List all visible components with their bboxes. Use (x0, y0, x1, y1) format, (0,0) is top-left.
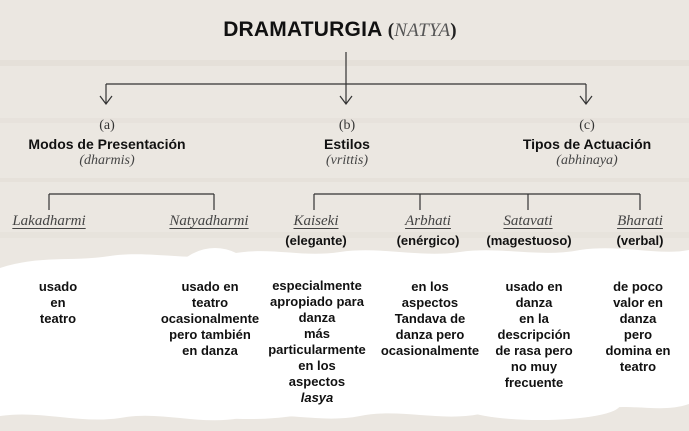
leaf-natyadharmi: Natyadharmi (169, 213, 249, 229)
desc-line: teatro (39, 311, 77, 326)
title-main: DRAMATURGIA (223, 18, 382, 41)
desc-bharati (605, 279, 670, 375)
desc-line: en danza (182, 343, 238, 358)
gloss-kaiseki: (elegante) (285, 233, 347, 248)
branch-c-label: Tipos de Actuación (522, 136, 652, 152)
desc-line: pero también (169, 327, 251, 342)
desc-line: más (303, 326, 331, 341)
branch-b-sanskrit: (vrittis) (326, 153, 368, 168)
desc-line: usado en (505, 279, 563, 294)
leaf-lakadharmi: Lakadharmi (12, 213, 86, 229)
leaf-satavati: Satavati (503, 213, 553, 229)
diagram-title (223, 18, 457, 42)
desc-line: valor en (613, 295, 663, 310)
title-open-paren: ( (387, 20, 395, 41)
desc-line: Tandava de (394, 311, 466, 326)
desc-line: teatro (619, 359, 657, 374)
desc-line: particularmente (268, 342, 366, 357)
desc-line: pero (623, 327, 653, 342)
desc-line: danza (515, 295, 553, 310)
branch-a-letter: (a) (99, 118, 115, 133)
desc-line: especialmente (272, 278, 362, 293)
desc-line: de rasa pero (495, 343, 573, 358)
branch-a-sanskrit: (dharmis) (79, 153, 135, 168)
branch-a-label: Modos de Presentación (28, 136, 186, 152)
branch-b-letter: (b) (338, 118, 356, 133)
desc-arbhati (381, 279, 479, 359)
desc-line: danza (298, 310, 336, 325)
desc-line: no muy (510, 359, 558, 374)
desc-line: frecuente (504, 375, 564, 390)
desc-line: lasya (300, 390, 334, 405)
leaf-arbhati: Arbhati (405, 213, 451, 229)
gloss-arbhati: (enérgico) (396, 233, 460, 248)
title-close-paren: ) (450, 20, 457, 41)
leaf-kaiseki: Kaiseki (293, 213, 339, 229)
desc-line: danza pero (395, 327, 465, 342)
desc-line: en los (411, 279, 449, 294)
desc-line: apropiado para (270, 294, 364, 309)
desc-line: ocasionalmente (380, 343, 480, 358)
desc-line: en (50, 295, 66, 310)
desc-line: aspectos (401, 295, 459, 310)
desc-line: en la (519, 311, 549, 326)
title-italic: NATYA (394, 20, 451, 41)
desc-line: en los (298, 358, 336, 373)
gloss-bharati: (verbal) (616, 233, 664, 248)
desc-kaiseki (268, 278, 366, 406)
desc-line: descripción (497, 327, 571, 342)
leaf-bharati: Bharati (617, 213, 663, 229)
desc-line: usado (38, 279, 78, 294)
desc-line: de poco (613, 279, 663, 294)
desc-lakadharmi (39, 279, 77, 327)
branch-b-label: Estilos (324, 136, 370, 152)
desc-natyadharmi (161, 279, 259, 359)
gloss-satavati: (magestuoso) (486, 233, 572, 248)
desc-satavati (495, 279, 572, 391)
desc-line: ocasionalmente (160, 311, 260, 326)
branch-c-letter: (c) (579, 118, 595, 133)
desc-line: domina en (605, 343, 671, 358)
desc-line: teatro (191, 295, 229, 310)
desc-line: aspectos (288, 374, 346, 389)
branch-c-sanskrit: (abhinaya) (556, 153, 618, 168)
desc-line: usado en (181, 279, 239, 294)
desc-line: danza (619, 311, 657, 326)
